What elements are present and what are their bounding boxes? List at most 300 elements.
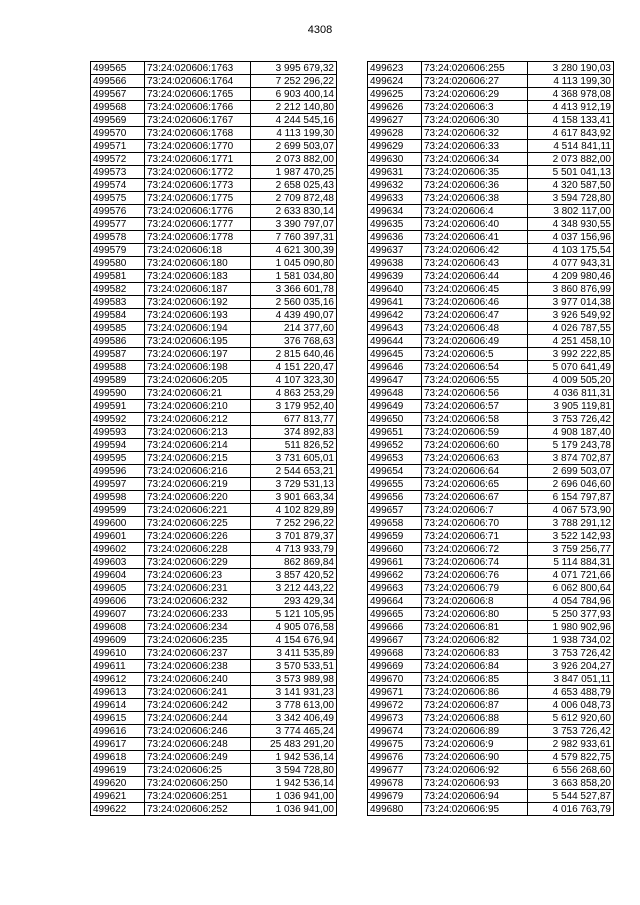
table-row: [368, 465, 614, 478]
cadastral-number-cell: 73:24:020606:249: [145, 751, 251, 764]
cadastral-number-cell: 73:24:020606:44: [422, 270, 528, 283]
cadastral-value-cell: 3 212 443,22: [251, 582, 337, 595]
cadastral-number-cell: 73:24:020606:1763: [145, 62, 251, 75]
cadastral-number-cell: 73:24:020606:81: [422, 621, 528, 634]
cadastral-number-cell: 73:24:020606:226: [145, 530, 251, 543]
table-row: [91, 218, 337, 231]
cadastral-value-cell: 3 753 726,42: [528, 413, 614, 426]
cadastral-number-cell: 73:24:020606:210: [145, 400, 251, 413]
cadastral-value-cell: 4 209 980,46: [528, 270, 614, 283]
cadastral-number-cell: 73:24:020606:40: [422, 218, 528, 231]
cadastral-value-cell: 5 121 105,95: [251, 608, 337, 621]
table-row: [368, 621, 614, 634]
cadastral-number-cell: 73:24:020606:25: [145, 764, 251, 777]
cadastral-number-cell: 73:24:020606:3: [422, 101, 528, 114]
cadastral-value-cell: 4 067 573,90: [528, 504, 614, 517]
table-row: [368, 634, 614, 647]
row-number-cell: 499653: [368, 452, 422, 465]
cadastral-value-cell: 3 905 119,81: [528, 400, 614, 413]
row-number-cell: 499609: [91, 634, 145, 647]
table-row: [91, 62, 337, 75]
table-row: [368, 400, 614, 413]
table-row: [368, 452, 614, 465]
table-row: [91, 530, 337, 543]
table-row: [91, 686, 337, 699]
cadastral-number-cell: 73:24:020606:240: [145, 673, 251, 686]
cadastral-value-cell: 4 016 763,79: [528, 803, 614, 816]
table-row: [91, 426, 337, 439]
cadastral-value-cell: 862 869,84: [251, 556, 337, 569]
row-number-cell: 499647: [368, 374, 422, 387]
cadastral-number-cell: 73:24:020606:89: [422, 725, 528, 738]
cadastral-number-cell: 73:24:020606:197: [145, 348, 251, 361]
row-number-cell: 499642: [368, 309, 422, 322]
cadastral-number-cell: 73:24:020606:1770: [145, 140, 251, 153]
cadastral-number-cell: 73:24:020606:95: [422, 803, 528, 816]
cadastral-value-cell: 2 699 503,07: [251, 140, 337, 153]
cadastral-number-cell: 73:24:020606:233: [145, 608, 251, 621]
table-row: [91, 582, 337, 595]
table-row: [368, 491, 614, 504]
cadastral-number-cell: 73:24:020606:87: [422, 699, 528, 712]
cadastral-value-cell: 1 581 034,80: [251, 270, 337, 283]
table-row: [368, 543, 614, 556]
row-number-cell: 499636: [368, 231, 422, 244]
cadastral-number-cell: 73:24:020606:74: [422, 556, 528, 569]
cadastral-value-cell: 2 633 830,14: [251, 205, 337, 218]
cadastral-value-cell: 4 348 930,55: [528, 218, 614, 231]
row-number-cell: 499624: [368, 75, 422, 88]
cadastral-value-cell: 4 158 133,41: [528, 114, 614, 127]
cadastral-value-cell: 4 107 323,30: [251, 374, 337, 387]
cadastral-value-cell: 4 439 490,07: [251, 309, 337, 322]
row-number-cell: 499575: [91, 192, 145, 205]
table-row: [91, 634, 337, 647]
table-row: [91, 491, 337, 504]
cadastral-number-cell: 73:24:020606:86: [422, 686, 528, 699]
cadastral-number-cell: 73:24:020606:29: [422, 88, 528, 101]
row-number-cell: 499641: [368, 296, 422, 309]
cadastral-value-cell: 4 103 175,54: [528, 244, 614, 257]
row-number-cell: 499678: [368, 777, 422, 790]
cadastral-number-cell: 73:24:020606:82: [422, 634, 528, 647]
cadastral-number-cell: 73:24:020606:232: [145, 595, 251, 608]
row-number-cell: 499569: [91, 114, 145, 127]
cadastral-value-cell: 4 026 787,55: [528, 322, 614, 335]
cadastral-number-cell: 73:24:020606:252: [145, 803, 251, 816]
cadastral-number-cell: 73:24:020606:241: [145, 686, 251, 699]
row-number-cell: 499613: [91, 686, 145, 699]
table-row: [368, 478, 614, 491]
table-body: [91, 62, 337, 816]
row-number-cell: 499667: [368, 634, 422, 647]
cadastral-number-cell: 73:24:020606:1766: [145, 101, 251, 114]
row-number-cell: 499638: [368, 257, 422, 270]
row-number-cell: 499646: [368, 361, 422, 374]
row-number-cell: 499565: [91, 62, 145, 75]
row-number-cell: 499612: [91, 673, 145, 686]
cadastral-number-cell: 73:24:020606:1776: [145, 205, 251, 218]
cadastral-value-cell: 4 009 505,20: [528, 374, 614, 387]
cadastral-number-cell: 73:24:020606:215: [145, 452, 251, 465]
table-row: [91, 361, 337, 374]
row-number-cell: 499645: [368, 348, 422, 361]
row-number-cell: 499640: [368, 283, 422, 296]
cadastral-number-cell: 73:24:020606:34: [422, 153, 528, 166]
row-number-cell: 499606: [91, 595, 145, 608]
cadastral-value-cell: 3 729 531,13: [251, 478, 337, 491]
table-row: [368, 361, 614, 374]
cadastral-number-cell: 73:24:020606:195: [145, 335, 251, 348]
table-row: [368, 777, 614, 790]
row-number-cell: 499568: [91, 101, 145, 114]
table-row: [91, 452, 337, 465]
cadastral-number-cell: 73:24:020606:1764: [145, 75, 251, 88]
row-number-cell: 499617: [91, 738, 145, 751]
table-row: [368, 114, 614, 127]
row-number-cell: 499626: [368, 101, 422, 114]
cadastral-value-cell: 3 701 879,37: [251, 530, 337, 543]
cadastral-value-cell: 1 980 902,96: [528, 621, 614, 634]
table-row: [91, 621, 337, 634]
cadastral-number-cell: 73:24:020606:35: [422, 166, 528, 179]
row-number-cell: 499679: [368, 790, 422, 803]
table-row: [91, 335, 337, 348]
table-row: [91, 101, 337, 114]
row-number-cell: 499671: [368, 686, 422, 699]
row-number-cell: 499639: [368, 270, 422, 283]
cadastral-value-cell: 3 759 256,77: [528, 543, 614, 556]
cadastral-number-cell: 73:24:020606:85: [422, 673, 528, 686]
cadastral-value-cell: 6 062 800,64: [528, 582, 614, 595]
cadastral-number-cell: 73:24:020606:221: [145, 504, 251, 517]
page-number: 4308: [307, 24, 333, 36]
row-number-cell: 499629: [368, 140, 422, 153]
table-row: [368, 582, 614, 595]
table-row: [91, 75, 337, 88]
cadastral-number-cell: 73:24:020606:228: [145, 543, 251, 556]
cadastral-number-cell: 73:24:020606:1768: [145, 127, 251, 140]
cadastral-number-cell: 73:24:020606:198: [145, 361, 251, 374]
row-number-cell: 499674: [368, 725, 422, 738]
cadastral-value-cell: 2 560 035,16: [251, 296, 337, 309]
table-row: [91, 660, 337, 673]
cadastral-value-cell: 3 366 601,78: [251, 283, 337, 296]
row-number-cell: 499570: [91, 127, 145, 140]
row-number-cell: 499616: [91, 725, 145, 738]
table-row: [368, 296, 614, 309]
cadastral-value-cell: 3 594 728,80: [528, 192, 614, 205]
table-row: [368, 283, 614, 296]
table-row: [91, 309, 337, 322]
row-number-cell: 499680: [368, 803, 422, 816]
row-number-cell: 499670: [368, 673, 422, 686]
cadastral-number-cell: 73:24:020606:244: [145, 712, 251, 725]
cadastral-value-cell: 3 992 222,85: [528, 348, 614, 361]
cadastral-value-cell: 6 903 400,14: [251, 88, 337, 101]
row-number-cell: 499673: [368, 712, 422, 725]
cadastral-value-cell: 1 036 941,00: [251, 790, 337, 803]
table-row: [368, 595, 614, 608]
cadastral-value-cell: 7 252 296,22: [251, 75, 337, 88]
cadastral-value-cell: 4 514 841,11: [528, 140, 614, 153]
table-row: [368, 738, 614, 751]
cadastral-value-cell: 3 342 406,49: [251, 712, 337, 725]
cadastral-value-cell: 4 102 829,89: [251, 504, 337, 517]
cadastral-value-cell: 4 653 488,79: [528, 686, 614, 699]
cadastral-number-cell: 73:24:020606:79: [422, 582, 528, 595]
cadastral-number-cell: 73:24:020606:36: [422, 179, 528, 192]
cadastral-value-cell: 3 663 858,20: [528, 777, 614, 790]
cadastral-number-cell: 73:24:020606:192: [145, 296, 251, 309]
table-row: [368, 660, 614, 673]
table-row: [91, 517, 337, 530]
row-number-cell: 499632: [368, 179, 422, 192]
cadastral-value-cell: 2 073 882,00: [251, 153, 337, 166]
table-body: [368, 62, 614, 816]
cadastral-value-cell: 3 390 797,07: [251, 218, 337, 231]
cadastral-number-cell: 73:24:020606:94: [422, 790, 528, 803]
table-row: [368, 231, 614, 244]
cadastral-value-cell: 2 709 872,48: [251, 192, 337, 205]
row-number-cell: 499601: [91, 530, 145, 543]
table-row: [91, 322, 337, 335]
table-row: [368, 270, 614, 283]
table-row: [368, 166, 614, 179]
cadastral-value-cell: 3 573 989,98: [251, 673, 337, 686]
cadastral-number-cell: 73:24:020606:48: [422, 322, 528, 335]
table-row: [91, 556, 337, 569]
table-row: [368, 387, 614, 400]
cadastral-value-cell: 3 594 728,80: [251, 764, 337, 777]
row-number-cell: 499594: [91, 439, 145, 452]
cadastral-value-cell: 3 857 420,52: [251, 569, 337, 582]
table-row: [91, 569, 337, 582]
cadastral-value-cell: 3 926 549,92: [528, 309, 614, 322]
row-number-cell: 499595: [91, 452, 145, 465]
row-number-cell: 499596: [91, 465, 145, 478]
table-row: [91, 738, 337, 751]
row-number-cell: 499635: [368, 218, 422, 231]
row-number-cell: 499603: [91, 556, 145, 569]
cadastral-number-cell: 73:24:020606:193: [145, 309, 251, 322]
row-number-cell: 499588: [91, 361, 145, 374]
cadastral-value-cell: 4 579 822,75: [528, 751, 614, 764]
table-row: [368, 699, 614, 712]
table-row: [91, 673, 337, 686]
cadastral-value-cell: 3 570 533,51: [251, 660, 337, 673]
cadastral-number-cell: 73:24:020606:43: [422, 257, 528, 270]
row-number-cell: 499628: [368, 127, 422, 140]
cadastral-value-cell: 6 154 797,87: [528, 491, 614, 504]
cadastral-value-cell: 1 987 470,25: [251, 166, 337, 179]
row-number-cell: 499597: [91, 478, 145, 491]
table-row: [368, 88, 614, 101]
cadastral-number-cell: 73:24:020606:76: [422, 569, 528, 582]
cadastral-number-cell: 73:24:020606:216: [145, 465, 251, 478]
table-row: [91, 608, 337, 621]
cadastral-value-cell: 2 658 025,43: [251, 179, 337, 192]
table-row: [91, 595, 337, 608]
cadastral-value-cell: 2 212 140,80: [251, 101, 337, 114]
row-number-cell: 499668: [368, 647, 422, 660]
row-number-cell: 499630: [368, 153, 422, 166]
row-number-cell: 499644: [368, 335, 422, 348]
cadastral-number-cell: 73:24:020606:213: [145, 426, 251, 439]
table-row: [368, 153, 614, 166]
cadastral-value-cell: 5 612 920,60: [528, 712, 614, 725]
cadastral-number-cell: 73:24:020606:1777: [145, 218, 251, 231]
cadastral-value-cell: 3 847 051,11: [528, 673, 614, 686]
cadastral-number-cell: 73:24:020606:212: [145, 413, 251, 426]
cadastral-number-cell: 73:24:020606:88: [422, 712, 528, 725]
cadastral-value-cell: 4 908 187,40: [528, 426, 614, 439]
cadastral-number-cell: 73:24:020606:57: [422, 400, 528, 413]
table-row: [91, 88, 337, 101]
cadastral-value-table-right: [367, 61, 614, 816]
table-row: [91, 205, 337, 218]
cadastral-value-cell: 4 617 843,92: [528, 127, 614, 140]
table-row: [91, 725, 337, 738]
row-number-cell: 499618: [91, 751, 145, 764]
cadastral-value-cell: 1 938 734,02: [528, 634, 614, 647]
cadastral-number-cell: 73:24:020606:1771: [145, 153, 251, 166]
row-number-cell: 499672: [368, 699, 422, 712]
cadastral-value-cell: 677 813,77: [251, 413, 337, 426]
table-row: [368, 686, 614, 699]
cadastral-number-cell: 73:24:020606:67: [422, 491, 528, 504]
cadastral-number-cell: 73:24:020606:90: [422, 751, 528, 764]
cadastral-number-cell: 73:24:020606:242: [145, 699, 251, 712]
cadastral-value-cell: 1 036 941,00: [251, 803, 337, 816]
cadastral-value-cell: 374 892,83: [251, 426, 337, 439]
row-number-cell: 499665: [368, 608, 422, 621]
table-row: [91, 270, 337, 283]
cadastral-number-cell: 73:24:020606:49: [422, 335, 528, 348]
cadastral-number-cell: 73:24:020606:214: [145, 439, 251, 452]
cadastral-value-cell: 3 802 117,00: [528, 205, 614, 218]
cadastral-number-cell: 73:24:020606:70: [422, 517, 528, 530]
cadastral-number-cell: 73:24:020606:205: [145, 374, 251, 387]
cadastral-number-cell: 73:24:020606:5: [422, 348, 528, 361]
cadastral-value-cell: 214 377,60: [251, 322, 337, 335]
row-number-cell: 499664: [368, 595, 422, 608]
cadastral-value-cell: 2 815 640,46: [251, 348, 337, 361]
cadastral-number-cell: 73:24:020606:4: [422, 205, 528, 218]
row-number-cell: 499576: [91, 205, 145, 218]
table-row: [91, 413, 337, 426]
cadastral-number-cell: 73:24:020606:71: [422, 530, 528, 543]
table-row: [368, 127, 614, 140]
table-row: [91, 803, 337, 816]
table-row: [368, 179, 614, 192]
table-row: [368, 426, 614, 439]
row-number-cell: 499587: [91, 348, 145, 361]
cadastral-value-cell: 3 977 014,38: [528, 296, 614, 309]
cadastral-value-cell: 2 696 046,60: [528, 478, 614, 491]
table-row: [368, 257, 614, 270]
cadastral-number-cell: 73:24:020606:54: [422, 361, 528, 374]
cadastral-number-cell: 73:24:020606:1765: [145, 88, 251, 101]
cadastral-number-cell: 73:24:020606:183: [145, 270, 251, 283]
table-row: [368, 413, 614, 426]
cadastral-number-cell: 73:24:020606:64: [422, 465, 528, 478]
table-row: [368, 673, 614, 686]
row-number-cell: 499592: [91, 413, 145, 426]
row-number-cell: 499648: [368, 387, 422, 400]
table-row: [91, 504, 337, 517]
cadastral-number-cell: 73:24:020606:27: [422, 75, 528, 88]
table-row: [368, 504, 614, 517]
table-row: [91, 478, 337, 491]
table-row: [91, 283, 337, 296]
row-number-cell: 499600: [91, 517, 145, 530]
cadastral-number-cell: 73:24:020606:38: [422, 192, 528, 205]
cadastral-value-cell: 5 114 884,31: [528, 556, 614, 569]
cadastral-number-cell: 73:24:020606:55: [422, 374, 528, 387]
row-number-cell: 499643: [368, 322, 422, 335]
table-row: [91, 179, 337, 192]
cadastral-number-cell: 73:24:020606:18: [145, 244, 251, 257]
cadastral-value-cell: 4 368 978,08: [528, 88, 614, 101]
row-number-cell: 499631: [368, 166, 422, 179]
cadastral-value-cell: 3 411 535,89: [251, 647, 337, 660]
table-row: [91, 153, 337, 166]
cadastral-value-cell: 7 760 397,31: [251, 231, 337, 244]
cadastral-number-cell: 73:24:020606:84: [422, 660, 528, 673]
row-number-cell: 499577: [91, 218, 145, 231]
cadastral-number-cell: 73:24:020606:237: [145, 647, 251, 660]
cadastral-number-cell: 73:24:020606:47: [422, 309, 528, 322]
table-row: [91, 790, 337, 803]
cadastral-value-cell: 25 483 291,20: [251, 738, 337, 751]
row-number-cell: 499579: [91, 244, 145, 257]
table-row: [368, 101, 614, 114]
cadastral-value-cell: 4 413 912,19: [528, 101, 614, 114]
row-number-cell: 499658: [368, 517, 422, 530]
row-number-cell: 499661: [368, 556, 422, 569]
table-row: [368, 374, 614, 387]
cadastral-number-cell: 73:24:020606:231: [145, 582, 251, 595]
cadastral-number-cell: 73:24:020606:83: [422, 647, 528, 660]
table-row: [368, 517, 614, 530]
cadastral-number-cell: 73:24:020606:41: [422, 231, 528, 244]
cadastral-number-cell: 73:24:020606:1775: [145, 192, 251, 205]
cadastral-value-cell: 1 045 090,80: [251, 257, 337, 270]
table-row: [91, 387, 337, 400]
table-row: [368, 725, 614, 738]
row-number-cell: 499610: [91, 647, 145, 660]
cadastral-number-cell: 73:24:020606:220: [145, 491, 251, 504]
cadastral-value-cell: 3 141 931,23: [251, 686, 337, 699]
table-row: [91, 699, 337, 712]
cadastral-number-cell: 73:24:020606:21: [145, 387, 251, 400]
cadastral-value-cell: 3 995 679,32: [251, 62, 337, 75]
row-number-cell: 499607: [91, 608, 145, 621]
row-number-cell: 499590: [91, 387, 145, 400]
cadastral-number-cell: 73:24:020606:255: [422, 62, 528, 75]
table-row: [91, 764, 337, 777]
cadastral-value-cell: 3 860 876,99: [528, 283, 614, 296]
row-number-cell: 499605: [91, 582, 145, 595]
row-number-cell: 499650: [368, 413, 422, 426]
row-number-cell: 499623: [368, 62, 422, 75]
cadastral-value-cell: 5 544 527,87: [528, 790, 614, 803]
cadastral-value-cell: 3 280 190,03: [528, 62, 614, 75]
table-row: [91, 647, 337, 660]
row-number-cell: 499625: [368, 88, 422, 101]
cadastral-number-cell: 73:24:020606:9: [422, 738, 528, 751]
